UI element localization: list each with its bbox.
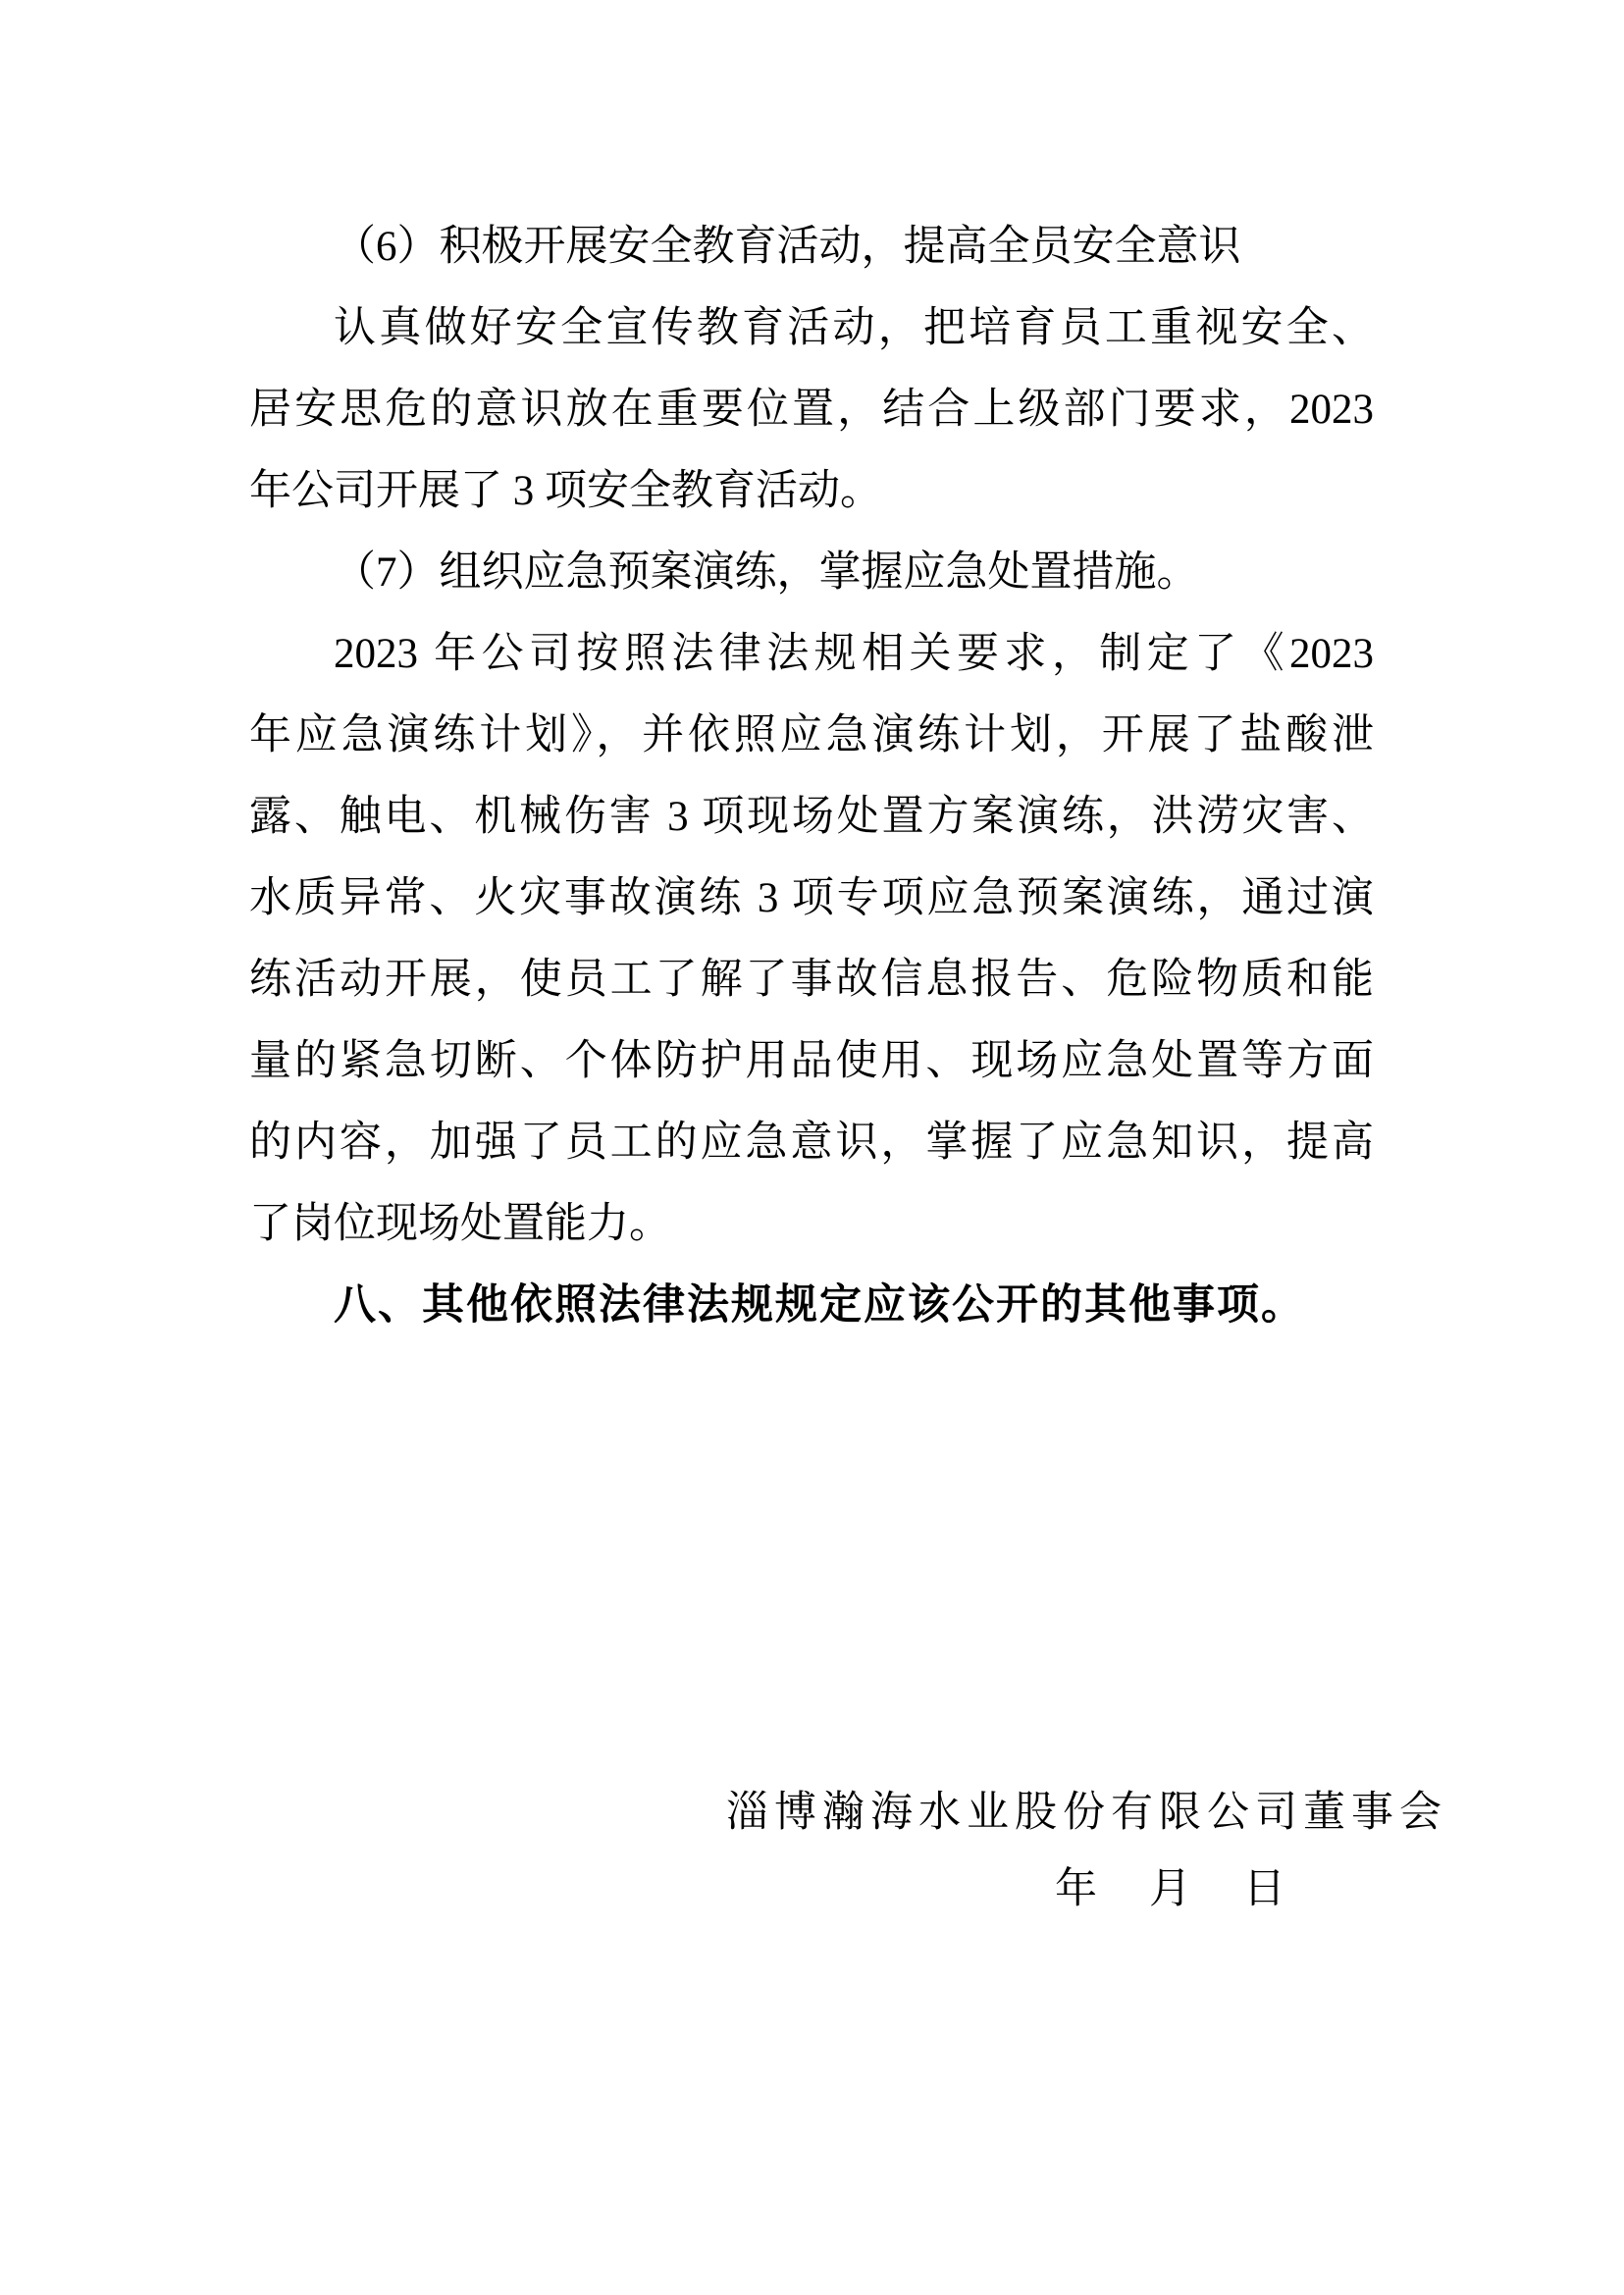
text-line: 水质异常、火灾事故演练 3 项专项应急预案演练，通过演 (249, 875, 1374, 921)
text-line: 的内容，加强了员工的应急意识，掌握了应急知识，提高 (249, 1120, 1374, 1166)
text-line: 居安思危的意识放在重要位置，结合上级部门要求，2023 (249, 387, 1374, 433)
text-line: 量的紧急切断、个体防护用品使用、现场应急处置等方面 (249, 1038, 1374, 1084)
subheading-item-6: （6）积极开展安全教育活动，提高全员安全意识 (334, 224, 1241, 270)
text-line: 认真做好安全宣传教育活动，把培育员工重视安全、 (334, 305, 1374, 351)
signature-date: 年 月 日 (1055, 1866, 1290, 1912)
text-line: 年应急演练计划》，并依照应急演练计划，开展了盐酸泄 (249, 712, 1374, 758)
signature-company: 淄博瀚海水业股份有限公司董事会 (726, 1790, 1447, 1836)
text-line: 练活动开展，使员工了解了事故信息报告、危险物质和能 (249, 957, 1374, 1003)
text-line: 了岗位现场处置能力。 (249, 1201, 671, 1247)
section-heading-8: 八、其他依照法律法规规定应该公开的其他事项。 (334, 1282, 1305, 1329)
text-line: 2023 年公司按照法律法规相关要求，制定了《2023 (334, 631, 1374, 677)
document-body (249, 206, 1374, 1346)
subheading-item-7: （7）组织应急预案演练，掌握应急处置措施。 (334, 549, 1199, 596)
text-line: 露、触电、机械伤害 3 项现场处置方案演练，洪涝灾害、 (249, 794, 1374, 840)
text-line: 年公司开展了 3 项安全教育活动。 (249, 468, 882, 514)
